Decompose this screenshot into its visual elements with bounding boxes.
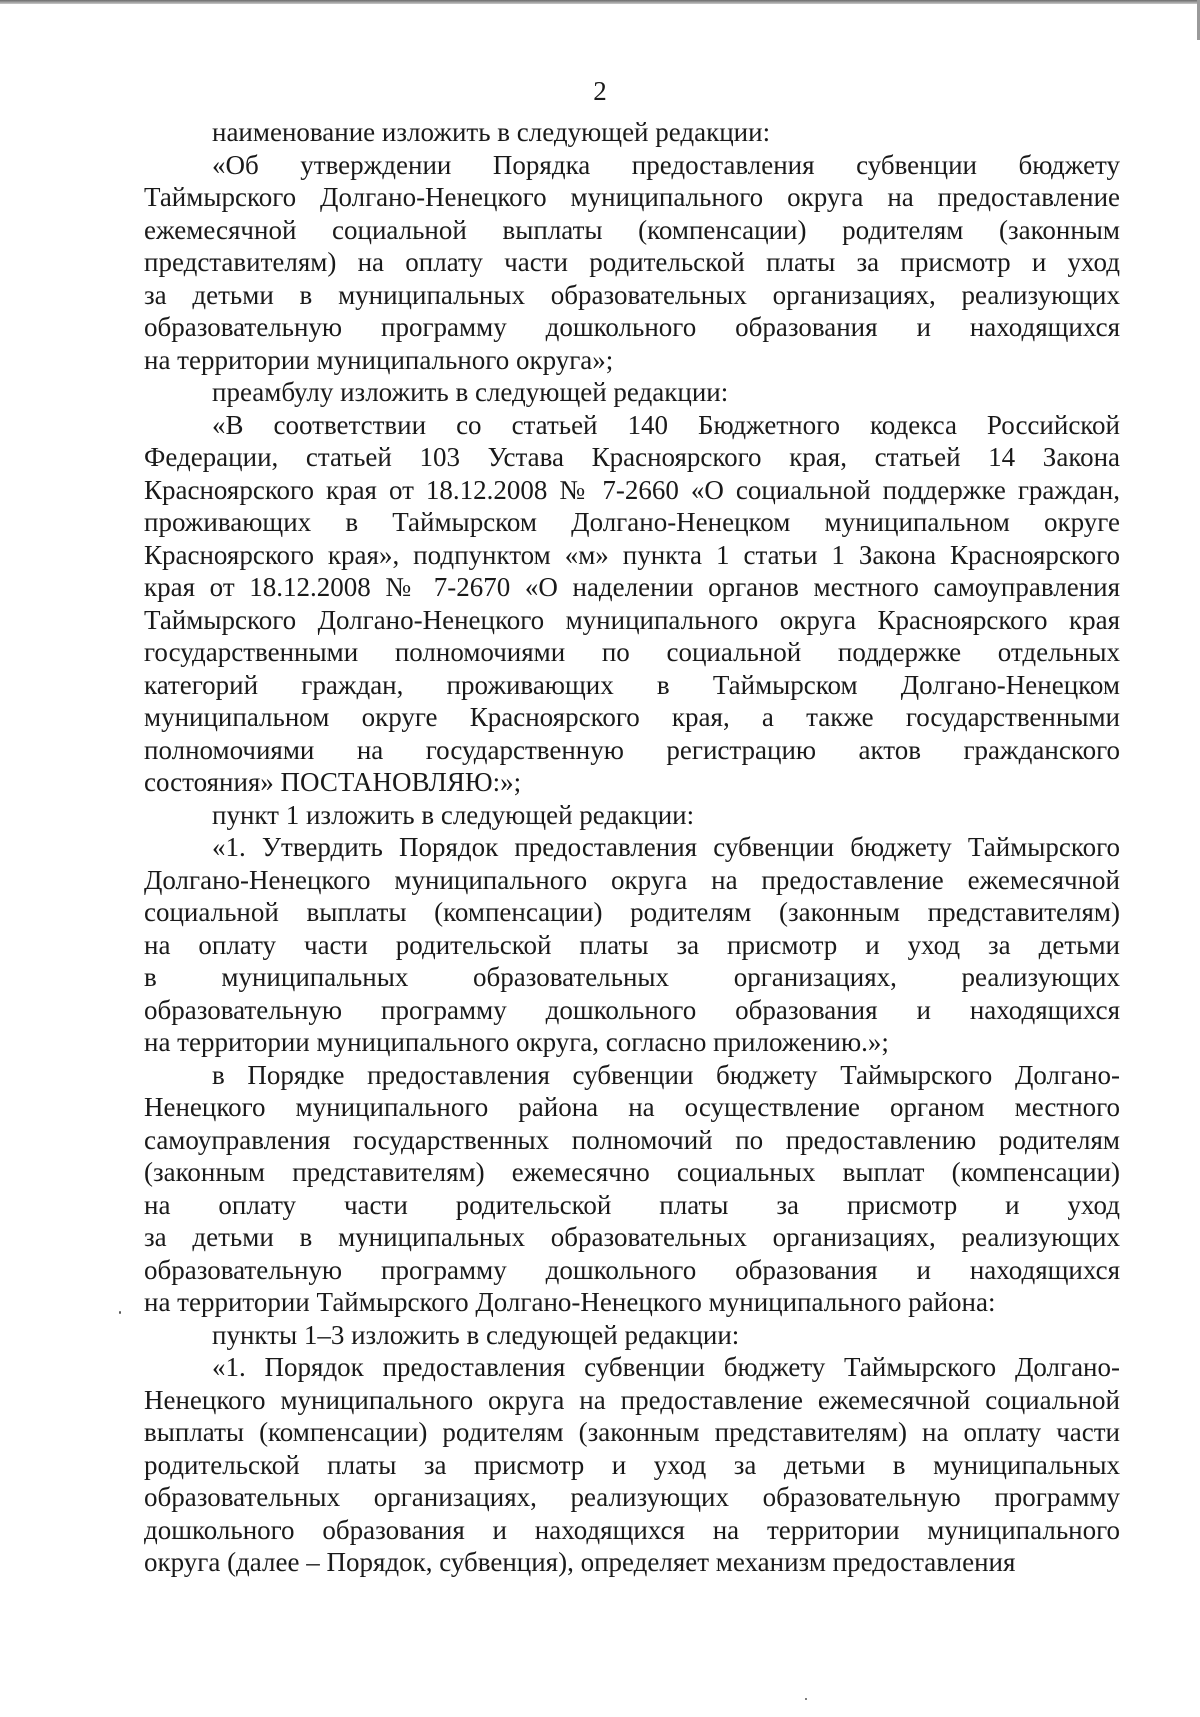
text-line: муниципальном округе Красноярского края, а также государственными (144, 702, 1120, 732)
text-line: пункты 1–3 изложить в следующей редакции: (212, 1319, 740, 1350)
text-line: самоуправления государственных полномочий по предоставлению родителям (144, 1124, 1120, 1155)
text-line: категорий граждан, проживающих в Таймырском Долгано-Ненецком (144, 669, 1120, 700)
text-line: на территории муниципального округа»; (144, 344, 614, 375)
text-line: «1. Порядок предоставления субвенции бюджету Таймырского Долгано- (212, 1352, 1120, 1382)
text-line: проживающих в Таймырском Долгано-Ненецком муниципальном округе (144, 507, 1120, 537)
text-line: «В соответствии со статьей 140 Бюджетного кодекса Российской (212, 409, 1120, 440)
paragraph (144, 149, 1120, 377)
paragraph (144, 116, 1120, 149)
text-line: Федерации, статьей 103 Устава Красноярского края, статьей 14 Закона (144, 442, 1120, 472)
text-line: в Порядке предоставления субвенции бюджету Таймырского Долгано- (212, 1059, 1120, 1090)
page-number: 2 (593, 76, 607, 106)
text-line: образовательную программу дошкольного образования и находящихся (144, 1254, 1120, 1285)
text-line: Ненецкого муниципального округа на предоставление ежемесячной социальной (144, 1384, 1120, 1415)
paragraph (144, 1351, 1120, 1579)
text-line: в муниципальных образовательных организациях, реализующих (144, 962, 1120, 992)
text-line: образовательных организациях, реализующих образовательную программу (144, 1482, 1120, 1512)
paragraph (144, 376, 1120, 409)
text-line: края от 18.12.2008 № 7-2670 «О наделении органов местного самоуправления (144, 572, 1120, 602)
scan-speck (805, 1698, 807, 1700)
text-line: социальной выплаты (компенсации) родителям (законным представителям) (144, 897, 1120, 927)
text-line: округа (далее – Порядок, субвенция), определяет механизм предоставления (144, 1547, 1016, 1577)
text-line: на оплату части родительской платы за присмотр и уход (144, 1189, 1120, 1220)
text-line: на территории муниципального округа, согласно приложению.»; (144, 1027, 889, 1057)
text-line: родительской платы за присмотр и уход за детьми в муниципальных (144, 1449, 1120, 1480)
text-line: выплаты (компенсации) родителям (законным представителям) на оплату части (144, 1417, 1120, 1447)
text-line: «Об утверждении Порядка предоставления субвенции бюджету (212, 149, 1120, 180)
text-line: полномочиями на государственную регистрацию актов гражданского (144, 734, 1120, 765)
text-line: пункт 1 изложить в следующей редакции: (212, 799, 695, 830)
text-line: дошкольного образования и находящихся на территории муниципального (144, 1514, 1120, 1545)
text-line: за детьми в муниципальных образовательных организациях, реализующих (144, 1222, 1120, 1252)
paragraph (144, 409, 1120, 799)
document-body (144, 116, 1120, 1579)
text-line: образовательную программу дошкольного образования и находящихся (144, 312, 1120, 342)
text-line: ежемесячной социальной выплаты (компенсации) родителям (законным (144, 214, 1120, 245)
paragraph (144, 1059, 1120, 1319)
text-line: Ненецкого муниципального района на осуществление органом местного (144, 1092, 1120, 1122)
text-line: государственными полномочиями по социальной поддержке отдельных (144, 637, 1120, 667)
text-line: Долгано-Ненецкого муниципального округа на предоставление ежемесячной (144, 864, 1120, 895)
paragraph (144, 831, 1120, 1059)
text-line: образовательную программу дошкольного образования и находящихся (144, 994, 1120, 1025)
text-line: Красноярского края от 18.12.2008 № 7-2660 «О социальной поддержке граждан, (144, 474, 1120, 505)
text-line: Красноярского края», подпунктом «м» пункта 1 статьи 1 Закона Красноярского (144, 539, 1120, 570)
text-line: представителям) на оплату части родительской платы за присмотр и уход (144, 247, 1120, 277)
paragraph (144, 799, 1120, 832)
text-line: состояния» ПОСТАНОВЛЯЮ:»; (144, 767, 522, 797)
scan-top-edge (0, 0, 1200, 4)
text-line: (законным представителям) ежемесячно социальных выплат (компенсации) (144, 1157, 1120, 1187)
paragraph (144, 1319, 1120, 1352)
text-line: Таймырского Долгано-Ненецкого муниципального округа на предоставление (144, 182, 1120, 212)
text-line: на территории Таймырского Долгано-Ненецкого муниципального района: (144, 1287, 996, 1317)
text-line: «1. Утвердить Порядок предоставления субвенции бюджету Таймырского (212, 832, 1120, 862)
text-line: за детьми в муниципальных образовательных организациях, реализующих (144, 279, 1120, 310)
text-line: Таймырского Долгано-Ненецкого муниципального округа Красноярского края (144, 604, 1120, 635)
text-line: на оплату части родительской платы за присмотр и уход за детьми (144, 929, 1120, 960)
text-line: наименование изложить в следующей редакции: (212, 117, 771, 147)
text-line: преамбулу изложить в следующей редакции: (212, 377, 729, 407)
scan-speck (119, 1311, 121, 1314)
